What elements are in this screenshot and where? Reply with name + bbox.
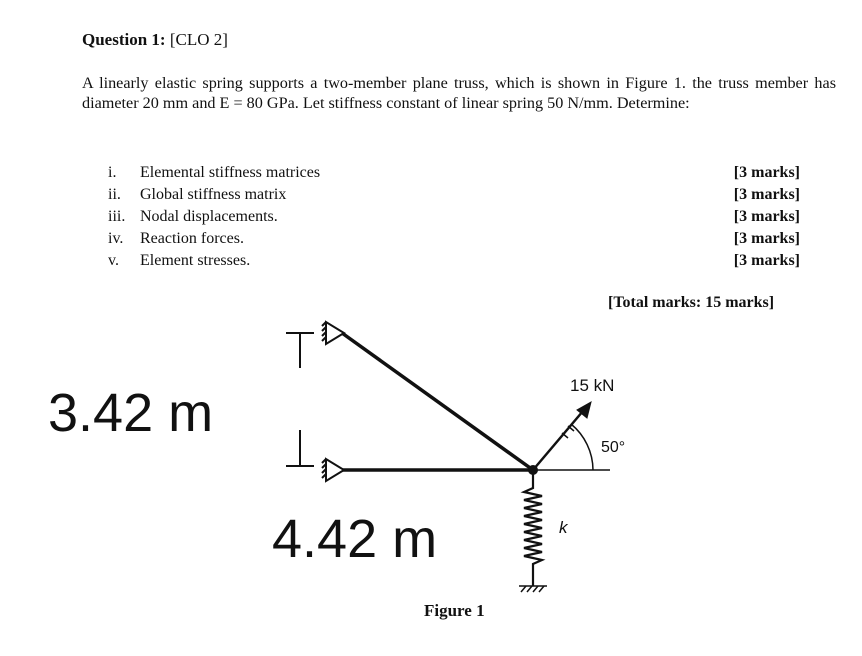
task-marks: [3 marks] <box>733 186 800 203</box>
task-item <box>108 162 800 184</box>
bottom-pin-support <box>322 459 344 481</box>
truss-diagram <box>0 300 862 600</box>
inclined-truss-member <box>342 333 533 470</box>
spring-constant-label: k <box>559 518 568 537</box>
spring-ground <box>519 586 547 592</box>
spring <box>524 470 542 586</box>
figure-caption: Figure 1 <box>424 601 485 620</box>
question-clo: [CLO 2] <box>169 30 228 49</box>
task-number: iv. <box>108 230 124 247</box>
force-label: 15 kN <box>570 376 615 395</box>
task-item <box>108 250 800 272</box>
task-number: v. <box>108 252 119 269</box>
task-marks: [3 marks] <box>733 164 800 181</box>
angle-label: 50° <box>601 439 626 456</box>
task-text: Reaction forces. <box>140 230 244 247</box>
task-marks: [3 marks] <box>733 230 800 247</box>
task-text: Nodal displacements. <box>140 208 278 225</box>
task-text: Global stiffness matrix <box>140 186 287 203</box>
question-title: Question 1: <box>82 30 166 49</box>
width-label: 4.42 m <box>272 509 438 569</box>
total-marks: [Total marks: 15 marks] <box>608 294 775 311</box>
task-number: ii. <box>108 186 121 203</box>
problem-text: A linearly elastic spring supports a two-member plane truss, which is shown in Figure 1. the truss member has diameter 20 mm and E = 80 GPa. Let stiffness constant of linear spring 50 N/mm. Determine: <box>82 74 836 112</box>
task-item <box>108 206 800 228</box>
task-item <box>108 228 800 250</box>
task-list <box>108 162 800 272</box>
task-text: Elemental stiffness matrices <box>140 164 321 181</box>
task-item <box>108 184 800 206</box>
task-text: Element stresses. <box>140 252 251 269</box>
height-dimension-marker <box>286 333 314 466</box>
question-heading <box>82 30 228 50</box>
task-marks: [3 marks] <box>733 208 800 225</box>
height-label: 3.42 m <box>48 383 214 443</box>
angle-arc <box>571 424 593 470</box>
task-number: i. <box>108 164 117 181</box>
top-pin-support <box>322 322 344 344</box>
task-marks: [3 marks] <box>733 252 800 269</box>
task-number: iii. <box>108 208 126 225</box>
